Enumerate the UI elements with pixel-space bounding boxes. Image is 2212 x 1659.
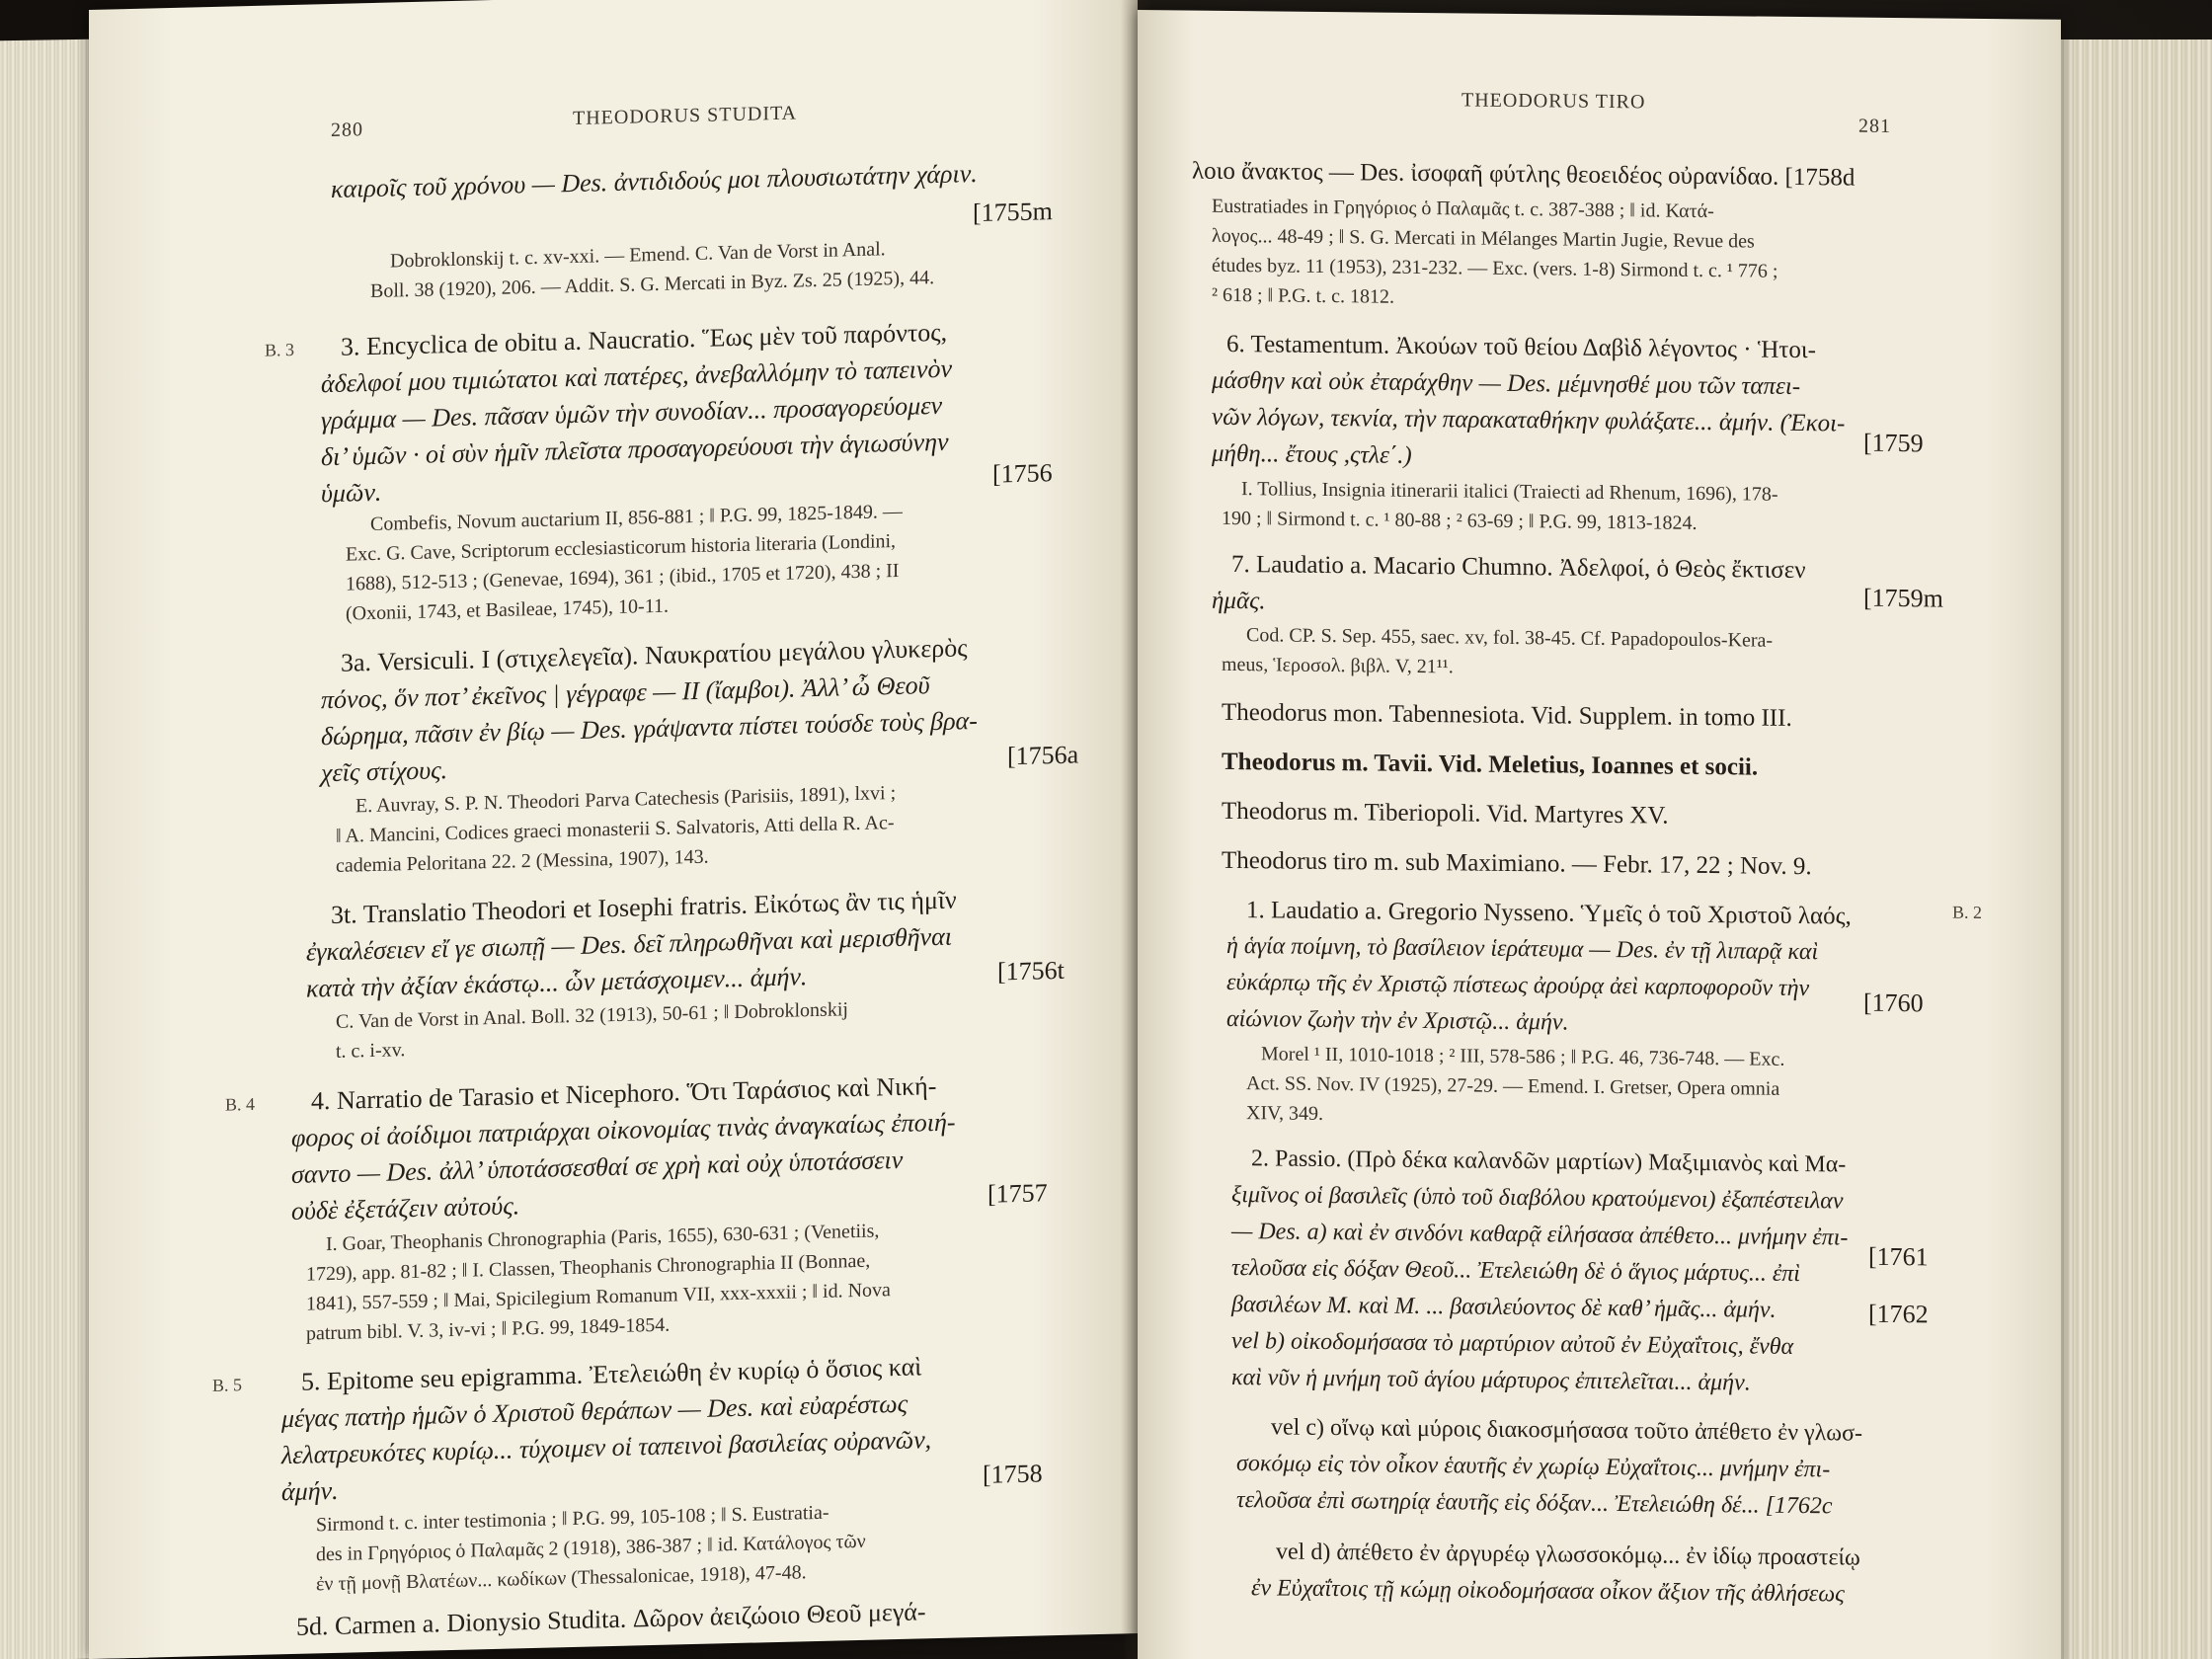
margin-note: B. 4 [225,1093,256,1115]
citation-line: 190 ; ‖ Sirmond t. c. ¹ 80-88 ; ² 63-69 ; ‖ P.G. 99, 1813-1824. [1222,507,1698,534]
citation-line: 1729), app. 81-82 ; ‖ I. Classen, Theophanis Chronographia II (Bonnae, [306,1249,871,1286]
text-line: ἐν Εὐχαΐτοις τῇ κώμῃ οἰκοδομήσασα οἶκον ἄξιον τῆς ἀθλήσεως [1251,1575,1845,1608]
entry-heading: 2. Passio. (Πρὸ δέκα καλανδῶν μαρτίων) Μαξιμιανὸς καὶ Μα- [1251,1146,1847,1178]
text-line: κατὰ τὴν ἀξίαν ἑκάστῳ... ὧν μετάσχοιμεν... ἀμήν. [306,962,808,1003]
text-line: γράμμα — Des. πᾶσαν ὑμῶν τὴν συνοδίαν... προσαγορεύομεν [321,390,942,435]
citation-line: I. Goar, Theophanis Chronographia (Paris, 1655), 630-631 ; (Venetiis, [326,1220,880,1256]
entry-heading: 4. Narratio de Tarasio et Nicephoro. Ὅτι Ταράσιος καὶ Νική- [311,1071,937,1116]
bhg-number: [1759m [1863,583,1943,613]
bhg-number: [1762 [1868,1299,1929,1329]
bhg-number: [1761 [1868,1241,1929,1272]
left-running-head: THEODORUS STUDITA [573,102,798,130]
citation-line: XIV, 349. [1246,1102,1323,1125]
text-line: σαντο — Des. ἀλλ’ ὑποτάσσεσθαί σε χρὴ καὶ οὐχ ὑποτάσσειν [291,1145,904,1189]
saint-entry: Theodorus tiro m. sub Maximiano. — Febr. 17, 22 ; Nov. 9. [1222,846,1812,881]
text-line: αἰώνιον ζωὴν τὴν ἐν Χριστῷ... ἀμήν. [1226,1005,1569,1036]
citation-line: Combefis, Novum auctarium II, 856-881 ; ‖ P.G. 99, 1825-1849. — [370,500,903,536]
text-line: τελοῦσα ἐπὶ σωτηρίᾳ ἑαυτῆς εἰς δόξαν... Ἐτελειώθη δέ... [1762c [1236,1487,1833,1520]
text-line: ἀδελφοί μου τιμιώτατοι καὶ πατέρες, ἀνεβαλλόμην τὸ ταπεινὸν [321,354,952,399]
entry-heading: 3a. Versiculi. I (στιχελεγεῖα). Ναυκρατίου μεγάλου γλυκερὸς [341,633,968,677]
text-line: πόνος, ὅν ποτ’ ἐκεῖνος | γέγραφε — II (ἴαμβοι). Ἀλλ’ ὦ Θεοῦ [321,671,930,715]
text-line: σοκόμῳ εἰς τὸν οἶκον ἑαυτῆς ἐν χωρίῳ Εὐχαΐτοις... μνήμην ἐπι- [1236,1451,1831,1483]
citation-line: Act. SS. Nov. IV (1925), 27-29. — Emend. I. Gretser, Opera omnia [1246,1072,1780,1100]
saint-entry: Theodorus m. Tiberiopoli. Vid. Martyres XV. [1222,797,1669,830]
citation-line: cademia Peloritana 22. 2 (Messina, 1907), 143. [336,845,709,877]
text-line: οὐδὲ ἐξετάζειν αὐτούς. [291,1191,520,1225]
bhg-number: [1758 [983,1459,1043,1489]
citation-line: Cod. CP. S. Sep. 455, saec. xv, fol. 38-45. Cf. Papadopoulos-Kera- [1246,624,1774,652]
citation-line: Boll. 38 (1920), 206. — Addit. S. G. Mercati in Byz. Zs. 25 (1925), 44. [370,267,935,303]
text-line: ἀμήν. [281,1475,339,1507]
citation-line: E. Auvray, S. P. N. Theodori Parva Catechesis (Parisiis, 1891), lxvi ; [356,782,897,818]
text-line: καὶ νῦν ἡ μνήμη τοῦ ἁγίου μάρτυρος ἐπιτελεῖται... ἀμήν. [1231,1364,1751,1396]
citation-line: ² 618 ; ‖ P.G. t. c. 1812. [1212,283,1394,308]
entry-heading: 3t. Translatio Theodori et Iosephi fratris. Εἰκότως ἂν τις ἡμῖν [331,885,957,930]
margin-note: B. 5 [212,1375,243,1395]
entry-heading: 3. Encyclica de obitu a. Naucratio. Ἕως μὲν τοῦ παρόντος, [341,317,948,361]
entry-heading: 7. Laudatio a. Macario Chumno. Ἀδελφοί, ὁ Θεὸς ἔκτισεν [1231,550,1806,585]
citation-line: I. Tollius, Insignia itinerarii italici (Traiecti ad Rhenum, 1696), 178- [1241,478,1778,506]
text-line: δι’ ὑμῶν · οἱ σὺν ἡμῖν πλεῖστα προσαγορεύουσι τὴν ἁγιωσύνην [321,427,949,472]
text-line: ἡ ἁγία ποίμνη, τὸ βασίλειον ἱεράτευμα — Des. ἐν τῇ λιπαρᾷ καὶ [1226,932,1819,966]
text-line: εὐκάρπῳ τῆς ἐν Χριστῷ πίστεως ἀρούρᾳ ἀεὶ καρποφοροῦν τὴν [1226,969,1810,1002]
saint-entry: Theodorus m. Tavii. Vid. Meletius, Ioannes et socii. [1222,748,1759,781]
citation-line: études byz. 11 (1953), 231-232. — Exc. (vers. 1-8) Sirmond t. c. ¹ 776 ; [1212,254,1778,282]
citation-line: Morel ¹ II, 1010-1018 ; ² III, 578-586 ; ‖ P.G. 46, 736-748. — Exc. [1261,1043,1785,1070]
entry-heading: 5. Epitome seu epigramma. Ἐτελειώθη ἐν κυρίῳ ὁ ὅσιος καὶ [301,1352,922,1396]
right-running-head: THEODORUS TIRO [1462,89,1646,114]
right-page-edges [2054,40,2212,1659]
citation-line: 1841), 557-559 ; ‖ Mai, Spicilegium Romanum VII, xxx-xxxii ; ‖ id. Nova [306,1279,891,1315]
bhg-number: [1756a [1007,740,1079,771]
right-page [1138,10,2061,1659]
text-line: ξιμῖνος οἱ βασιλεῖς (ὑπὸ τοῦ διαβόλου κρατούμενοι) ἐξαπέστειλαν [1231,1181,1844,1215]
text-line: ἐγκαλέσειεν εἴ γε σιωπῇ — Des. δεῖ πληρωθῆναι καὶ μερισθῆναι [306,921,952,967]
text-line: vel b) οἰκοδομήσασα τὸ μαρτύριον αὐτοῦ ἐν Εὐχαΐτοις, ἔνθα [1231,1327,1794,1360]
text-line: μέγας πατὴρ ἡμῶν ὁ Χριστοῦ θεράπων — Des. καὶ εὐαρέστως [281,1388,908,1434]
left-page-number: 280 [331,118,363,142]
citation-line: Dobroklonskij t. c. xv-xxi. — Emend. C. Van de Vorst in Anal. [390,238,886,273]
bhg-number: [1756t [997,955,1065,987]
citation-line: t. c. i-xv. [336,1039,406,1063]
citation-line: 1688), 512-513 ; (Genevae, 1694), 361 ; (ibid., 1705 et 1720), 438 ; II [346,559,900,595]
saint-entry: Theodorus mon. Tabennesiota. Vid. Supplem. in tomo III. [1222,698,1792,732]
text-line: μάσθην καὶ οὐκ ἐταράχθην — Des. μέμνησθέ μου τῶν ταπει- [1212,366,1801,401]
citation-line: Exc. G. Cave, Scriptorum ecclesiasticorum historia literaria (Londini, [346,530,897,566]
entry-heading: 6. Testamentum. Ἀκούων τοῦ θείου Δαβὶδ λέγοντος · Ἡτοι- [1226,330,1816,364]
text-line: ὑμῶν. [321,477,382,509]
text-line: μήθη... ἔτους ,ςτλε΄.) [1212,439,1412,469]
text-line: — Des. a) καὶ ἐν σινδόνι καθαρᾷ εἱλήσασα ἀπέθετο... μνήμην ἐπι- [1231,1218,1849,1251]
right-page-number: 281 [1858,115,1891,137]
citation-line: Eustratiades in Γρηγόριος ὁ Παλαμᾶς t. c. 387-388 ; ‖ id. Κατά- [1212,195,1714,223]
bhg-number: [1755m [973,197,1053,228]
left-page [89,0,1138,1659]
citation-line: (Oxonii, 1743, et Basileae, 1745), 10-11. [346,594,669,625]
citation-line: ‖ A. Mancini, Codices graeci monasterii S. Salvatoris, Atti della R. Ac- [336,812,895,847]
text-line: καιροῖς τοῦ χρόνου — Des. ἀντιδιδούς μοι πλουσιωτάτην χάριν. [331,159,978,204]
citation-line: meus, Ἱεροσολ. βιβλ. V, 21¹¹. [1222,653,1454,678]
text-line: vel c) οἴνῳ καὶ μύροις διακοσμήσασα τοῦτο ἀπέθετο ἐν γλωσ- [1271,1414,1863,1447]
text-line: βασιλέων Μ. καὶ Μ. ... βασιλεύοντος δὲ καθ’ ἡμᾶς... ἀμήν. [1231,1291,1777,1323]
citation-line: des in Γρηγόριος ὁ Παλαμᾶς 2 (1918), 386-387 ; ‖ id. Κατάλογος τῶν [316,1530,866,1566]
bhg-number: [1756 [992,458,1053,489]
text-line: φορος οἱ ἀοίδιμοι πατριάρχαι οἰκονομίας τινὰς ἀναγκαίως ἐποιή- [291,1107,956,1152]
text-line: τελοῦσα εἰς δόξαν Θεοῦ... Ἐτελειώθη δὲ ὁ ἅγιος μάρτυς... ἐπὶ [1231,1254,1800,1288]
citation-line: Sirmond t. c. inter testimonia ; ‖ P.G. 99, 105-108 ; ‖ S. Eustratia- [316,1501,830,1537]
text-line: νῶν λόγων, τεκνία, τὴν παρακαταθήκην φυλάξατε... ἀμήν. (Ἐκοι- [1212,403,1846,437]
text-line: λελατρευκότες κυρίῳ... τύχοιμεν οἱ ταπεινοὶ βασιλείας οὐρανῶν, [281,1425,932,1470]
citation-line: ἐν τῇ μονῇ Βλατέων... κωδίκων (Thessalonicae, 1918), 47-48. [316,1561,807,1596]
citation-line: λογος... 48-49 ; ‖ S. G. Mercati in Mélanges Martin Jugie, Revue des [1212,224,1755,253]
margin-note: B. 3 [265,339,295,360]
text-line: vel d) ἀπέθετο ἐν ἀργυρέῳ γλωσσοκόμῳ... ἐν ἰδίῳ προαστείῳ [1276,1539,1860,1571]
margin-note: B. 2 [1952,902,1983,922]
text-line: λοιο ἄνακτος — Des. ἰσοφαῆ φύτλης θεοειδέος οὐρανίδαο. [1758d [1192,157,1856,192]
text-line: δώρημα, πᾶσιν ἐν βίῳ — Des. γράψαντα πίστει τούσδε τοὺς βρα- [321,706,978,751]
bhg-number: [1759 [1863,428,1924,458]
citation-line: patrum bibl. V. 3, iv-vi ; ‖ P.G. 99, 1849-1854. [306,1313,671,1345]
entry-heading: 5d. Carmen a. Dionysio Studita. Δῶρον ἀειζώοιο Θεοῦ μεγά- [296,1597,926,1641]
citation-line: C. Van de Vorst in Anal. Boll. 32 (1913), 50-61 ; ‖ Dobroklonskij [336,998,848,1033]
text-line: χεῖς στίχους. [321,755,448,788]
entry-heading: 1. Laudatio a. Gregorio Nysseno. Ὑμεῖς ὁ τοῦ Χριστοῦ λαός, [1246,897,1852,930]
bhg-number: [1757 [988,1178,1048,1209]
bhg-number: [1760 [1863,988,1924,1018]
text-line: ἡμᾶς. [1212,587,1266,615]
